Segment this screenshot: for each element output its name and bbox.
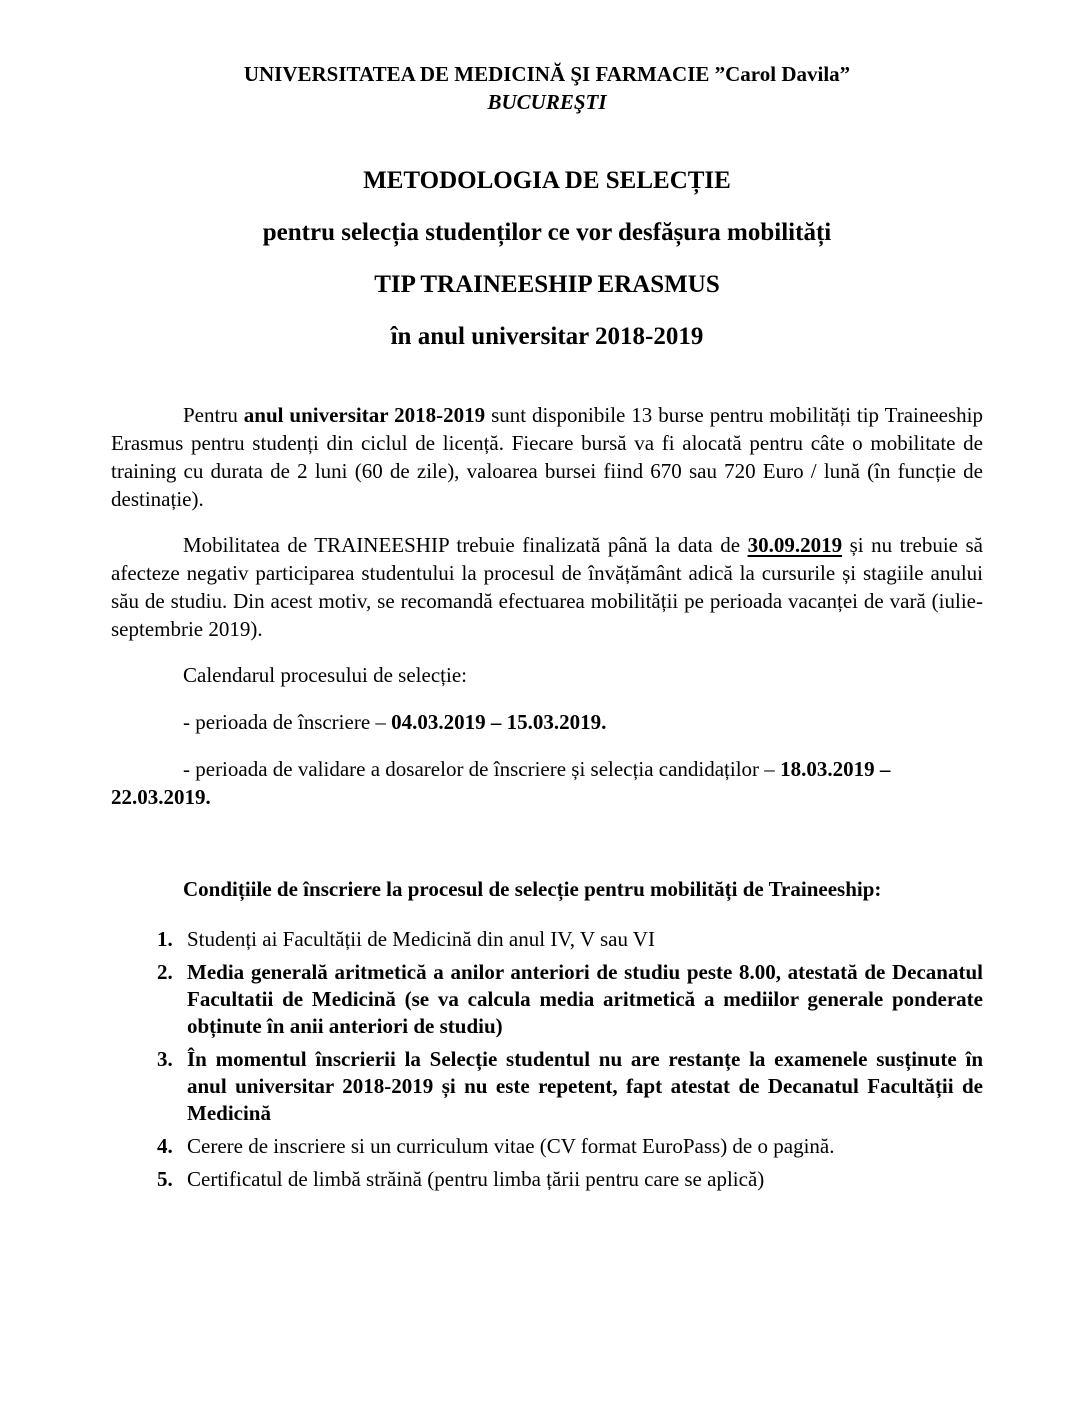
intro-bold-year: anul universitar 2018-2019 [243, 403, 486, 427]
enrollment-dates: 04.03.2019 – 15.03.2019. [391, 710, 607, 734]
intro-text-pre: Pentru [183, 403, 244, 427]
condition-item-5 [111, 1166, 983, 1193]
condition-item-3 [111, 1046, 983, 1127]
condition-number: 5. [157, 1167, 173, 1191]
paragraph-mobility [111, 531, 983, 643]
university-name: UNIVERSITATEA DE MEDICINĂ ŞI FARMACIE ”Carol Davila” [243, 62, 851, 86]
title-methodology: METODOLOGIA DE SELECȚIE [363, 167, 731, 194]
validation-dates-start: 18.03.2019 – [780, 757, 891, 781]
title-block [111, 165, 983, 353]
condition-text: Cerere de inscriere si un curriculum vitae (CV format EuroPass) de o pagină. [187, 1134, 835, 1158]
paragraph-intro [111, 401, 983, 513]
condition-number: 4. [157, 1134, 173, 1158]
validation-period [111, 755, 983, 811]
mobility-text-pre: Mobilitatea de TRAINEESHIP trebuie finalizată până la data de [183, 533, 748, 557]
condition-text: Studenți ai Facultății de Medicină din anul IV, V sau VI [187, 927, 655, 951]
document-header [111, 60, 983, 116]
title-academic-year: în anul universitar 2018-2019 [390, 323, 704, 350]
city-name: BUCUREŞTI [487, 90, 607, 114]
condition-number: 2. [157, 960, 173, 984]
condition-item-4 [111, 1133, 983, 1160]
conditions-list [111, 926, 983, 1193]
condition-text: Certificatul de limbă străină (pentru limba țării pentru care se aplică) [187, 1167, 765, 1191]
condition-item-1 [111, 926, 983, 953]
conditions-heading: Condițiile de înscriere la procesul de selecție pentru mobilități de Traineeship: [183, 877, 882, 901]
mobility-text-post: și nu trebuie să afecteze negativ participarea studentului la procesul de învățământ adică la cursurile și stagiile anului său de studiu. Din acest motiv, se recomandă efectuarea mobilității pe perioada vacanței de vară (iulie-septembrie 2019). [111, 533, 983, 641]
enrollment-period [111, 708, 983, 736]
intro-text-post: sunt disponibile 13 burse pentru mobilități tip Traineeship Erasmus pentru studenți din ciclul de licență. Fiecare bursă va fi alocată pentru câte o mobilitate de training cu durata de 2 luni (60 de zile), valoarea bursei fiind 670 sau 720 Euro / lună (în funcție de destinație). [111, 403, 984, 511]
title-audience: pentru selecția studenților ce vor desfășura mobilități [262, 219, 832, 246]
condition-number: 3. [157, 1047, 173, 1071]
enrollment-label: - perioada de înscriere – [183, 710, 392, 734]
condition-text: În momentul înscrierii la Selecție studentul nu are restanțe la examenele susținute în anul universitar 2018-2019 și nu este repetent, fapt atestat de Decanatul Facultății de Medicină [187, 1047, 983, 1125]
condition-number: 1. [157, 927, 173, 951]
mobility-deadline: 30.09.2019 [747, 533, 843, 557]
condition-item-2 [111, 959, 983, 1040]
title-type: TIP TRAINEESHIP ERASMUS [374, 271, 720, 298]
validation-label: - perioada de validare a dosarelor de înscriere și selecția candidaților – [183, 757, 781, 781]
condition-text: Media generală aritmetică a anilor anteriori de studiu peste 8.00, atestată de Decanatul Facultatii de Medicină (se va calcula media aritmetică a mediilor generale ponderate obținute în anii anteriori de studiu) [187, 960, 983, 1038]
calendar-heading: Calendarul procesului de selecție: [183, 663, 467, 687]
validation-dates-end: 22.03.2019. [111, 785, 211, 809]
